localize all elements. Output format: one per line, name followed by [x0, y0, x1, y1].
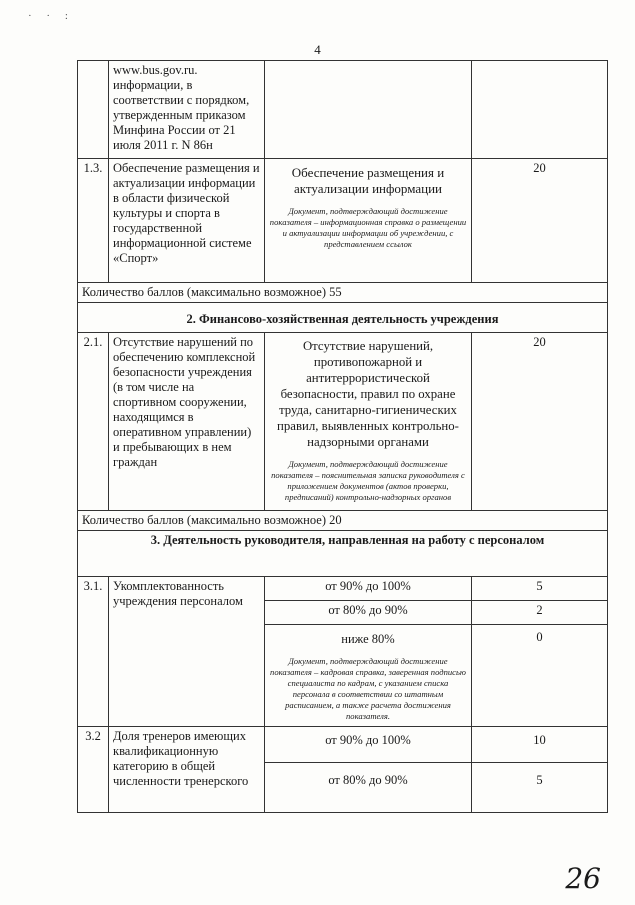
- criterion-cell: Укомплектованность учреждения персоналом: [109, 577, 265, 727]
- level-score: 0: [472, 625, 608, 727]
- level-range: от 80% до 90%: [265, 601, 472, 625]
- total-row: [78, 511, 608, 531]
- level-range: ниже 80%: [341, 632, 395, 646]
- section-heading-row: [78, 531, 608, 577]
- row-number-cell: 1.3.: [78, 159, 109, 283]
- level-range: от 90% до 100%: [265, 727, 472, 763]
- section-heading-row: [78, 303, 608, 333]
- row-number-cell: 3.2: [78, 727, 109, 813]
- section-title: 2. Финансово-хозяйственная деятельность учреждения: [78, 303, 608, 333]
- score-cell: 20: [472, 159, 608, 283]
- level-score: 5: [472, 577, 608, 601]
- level-range: от 90% до 100%: [265, 577, 472, 601]
- row-number-cell: 3.1.: [78, 577, 109, 727]
- supporting-document-note: Документ, подтверждающий достижение показателя – кадровая справка, заверенная подписью специалиста по кадрам, с указанием списка персонала в соответствии со штатным расписанием, а также расчета достижения показателя.: [270, 656, 466, 721]
- indicator-cell: [265, 625, 472, 727]
- supporting-document-note: Документ, подтверждающий достижение показателя – информационная справка о размещении и актуализации информации об учреждении, с представлением ссылок: [269, 206, 467, 249]
- level-range: от 80% до 90%: [265, 763, 472, 813]
- criterion-cell: Отсутствие нарушений по обеспечению комплексной безопасности учреждения (в том числе на спортивном сооружении, находящимся в оперативном управлении) и пребывающих в нем граждан: [109, 333, 265, 511]
- indicator-text: Обеспечение размещения и актуализации информации: [291, 165, 445, 196]
- corner-marks: · · :: [28, 10, 74, 22]
- table-row: [78, 577, 608, 601]
- table-row: [78, 159, 608, 283]
- indicator-cell: [265, 61, 472, 159]
- score-cell: [472, 61, 608, 159]
- total-points: Количество баллов (максимально возможное) 20: [78, 511, 608, 531]
- total-points: Количество баллов (максимально возможное) 55: [78, 283, 608, 303]
- section-title: 3. Деятельность руководителя, направленная на работу с персоналом: [78, 531, 608, 577]
- score-cell: 20: [472, 333, 608, 511]
- criterion-cell: Доля тренеров имеющих квалификационную категорию в общей численности тренерского: [109, 727, 265, 813]
- table-row: [78, 333, 608, 511]
- criterion-cell: www.bus.gov.ru. информации, в соответствии с порядком, утвержденным приказом Минфина России от 21 июля 2011 г. N 86н: [109, 61, 265, 159]
- row-number-cell: [78, 61, 109, 159]
- criteria-table: [77, 60, 608, 813]
- level-score: 5: [472, 763, 608, 813]
- indicator-cell: [265, 333, 472, 511]
- page-number: 4: [314, 42, 321, 57]
- supporting-document-note: Документ, подтверждающий достижение показателя – пояснительная записка руководителя с приложением документов (актов проверки, предписаний) контрольно-надзорных органов: [271, 459, 465, 502]
- indicator-text: Отсутствие нарушений, противопожарной и антитеррористической безопасности, правил по охране труда, санитарно-гигиенических правил, выявленных контрольно-надзорными органами: [277, 339, 459, 449]
- criterion-cell: Обеспечение размещения и актуализации информации в области физической культуры и спорта в государственной информационной системе «Спорт»: [109, 159, 265, 283]
- table-row: [78, 727, 608, 763]
- row-number-cell: 2.1.: [78, 333, 109, 511]
- table-row: [78, 61, 608, 159]
- handwritten-page-number: 26: [565, 862, 601, 895]
- total-row: [78, 283, 608, 303]
- indicator-cell: [265, 159, 472, 283]
- level-score: 10: [472, 727, 608, 763]
- level-score: 2: [472, 601, 608, 625]
